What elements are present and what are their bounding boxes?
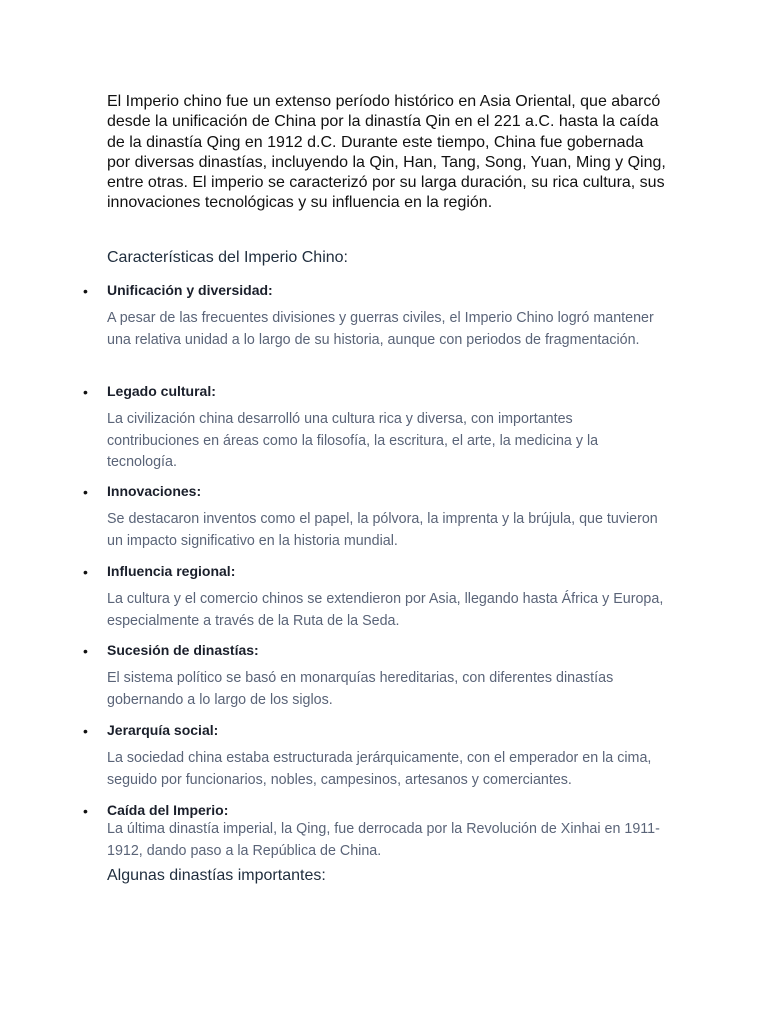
- bullet-icon: •: [83, 803, 88, 819]
- item-title: Sucesión de dinastías:: [107, 642, 259, 658]
- item-title: Influencia regional:: [107, 563, 236, 579]
- item-description: Se destacaron inventos como el papel, la pólvora, la imprenta y la brújula, que tuvieron un impacto significativo en la historia mundial.: [107, 511, 658, 549]
- item-title: Jerarquía social:: [107, 722, 219, 738]
- item-title: Legado cultural:: [107, 383, 216, 399]
- bullet-icon: •: [83, 643, 88, 659]
- item-title: Caída del Imperio:: [107, 802, 229, 818]
- characteristics-heading: Características del Imperio Chino:: [107, 249, 348, 266]
- bullet-icon: •: [83, 283, 88, 299]
- bullet-icon: •: [83, 564, 88, 580]
- intro-paragraph: El Imperio chino fue un extenso período histórico en Asia Oriental, que abarcó desde la unificación de China por la dinastía Qin en el 221 a.C. hasta la caída de la dinastía Qing en 1912 d.C. Durante este tiempo, China fue gobernada por diversas dinastías, incluyendo la Qin, Han, Tang, Song, Yuan, Ming y Qing, entre otras. El imperio se caracterizó por su larga duración, su rica cultura, sus innovaciones tecnológicas y su influencia en la región.: [107, 93, 666, 212]
- item-description: La cultura y el comercio chinos se extendieron por Asia, llegando hasta África y Europa, especialmente a través de la Ruta de la Seda.: [107, 591, 664, 629]
- item-title: Innovaciones:: [107, 483, 202, 499]
- bullet-icon: •: [83, 384, 88, 400]
- item-description: La última dinastía imperial, la Qing, fue derrocada por la Revolución de Xinhai en 1911-1912, dando paso a la República de China.: [107, 821, 660, 859]
- item-description: La civilización china desarrolló una cultura rica y diversa, con importantes contribuciones en áreas como la filosofía, la escritura, el arte, la medicina y la tecnología.: [107, 411, 599, 470]
- item-description: El sistema político se basó en monarquías hereditarias, con diferentes dinastías gobernando a lo largo de los siglos.: [107, 670, 614, 708]
- item-description: La sociedad china estaba estructurada jerárquicamente, con el emperador en la cima, seguido por funcionarios, nobles, campesinos, artesanos y comerciantes.: [107, 750, 652, 788]
- bullet-icon: •: [83, 484, 88, 500]
- item-title: Unificación y diversidad:: [107, 282, 273, 298]
- dynasties-heading: Algunas dinastías importantes:: [107, 867, 326, 884]
- item-description: A pesar de las frecuentes divisiones y guerras civiles, el Imperio Chino logró mantener una relativa unidad a lo largo de su historia, aunque con periodos de fragmentación.: [107, 310, 654, 348]
- bullet-icon: •: [83, 723, 88, 739]
